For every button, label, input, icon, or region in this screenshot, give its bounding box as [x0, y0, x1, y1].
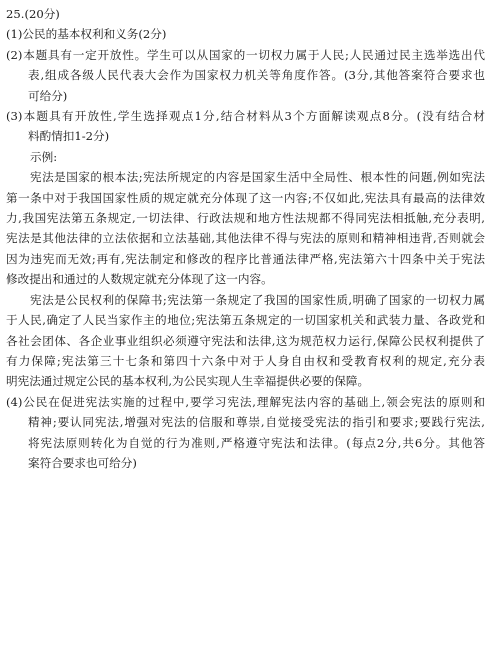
paragraph1-line: 宪法是其他法律的立法依据和立法基础,其他法律不得与宪法的原则和精神相违背,否则就会: [6, 231, 485, 246]
part3-line: 料酌情扣1-2分): [28, 129, 110, 144]
paragraph2-line: 各社会团体、各企业事业组织必须遵守宪法和法律,这为规范权力运行,保障公民权利提供了: [6, 333, 485, 348]
paragraph1-line: 力,我国宪法第五条规定,一切法律、行政法规和地方性法规都不得同宪法相抵触,充分表明,: [6, 211, 485, 226]
paragraph1-line: 宪法是国家的根本法;宪法所规定的内容是国家生活中全局性、根本性的问题,例如宪法: [30, 170, 485, 185]
part2-line: 表,组成各级人民代表大会作为国家权力机关等角度作答。(3分,其他答案符合要求也: [28, 68, 485, 83]
paragraph2-line: 于人民,确定了人民当家作主的地位;宪法第五条规定的一切国家机关和武装力量、各政党和: [6, 313, 485, 328]
part4-line: (4)公民在促进宪法实施的过程中,要学习宪法,理解宪法内容的基础上,领会宪法的原则和: [6, 394, 485, 409]
part2-line: 可给分): [28, 88, 68, 103]
part4-line: 案符合要求也可给分): [28, 455, 137, 470]
paragraph2-line: 宪法是公民权利的保障书;宪法第一条规定了我国的国家性质,明确了国家的一切权力属: [30, 292, 485, 307]
paragraph2-line: 有力保障;宪法第三十七条和第四十六条中对于人身自由权和受教育权利的规定,充分表: [6, 353, 485, 368]
part4-line: 精神;要认同宪法,增强对宪法的信服和尊崇,自觉接受宪法的指引和要求;要践行宪法,: [28, 415, 485, 430]
part1-answer: (1)公民的基本权利和义务(2分): [6, 27, 167, 42]
part2-line: (2)本题具有一定开放性。学生可以从国家的一切权力属于人民;人民通过民主选举选出代: [6, 47, 485, 62]
paragraph1-line: 因为违宪而无效;再有,宪法制定和修改的程序比普通法律严格,宪法第六十四条中关于宪法: [6, 251, 485, 266]
paragraph1-line: 修改提出和通过的人数规定就充分体现了这一内容。: [6, 272, 273, 287]
part3-line: (3)本题具有开放性,学生选择观点1分,结合材料从3个方面解读观点8分。(没有结合材: [6, 109, 485, 124]
paragraph2-line: 明宪法通过规定公民的基本权利,为公民实现人生幸福提供必要的保障。: [6, 374, 370, 389]
question-header: 25.(20分): [6, 7, 60, 21]
paragraph1-line: 第一条中对于我国国家性质的规定就充分体现了这一内容;不仅如此,宪法具有最高的法律效: [6, 190, 485, 205]
part4-line: 将宪法原则转化为自觉的行为准则,严格遵守宪法和法律。(每点2分,共6分。其他答: [28, 435, 485, 450]
example-label: 示例:: [30, 149, 58, 164]
